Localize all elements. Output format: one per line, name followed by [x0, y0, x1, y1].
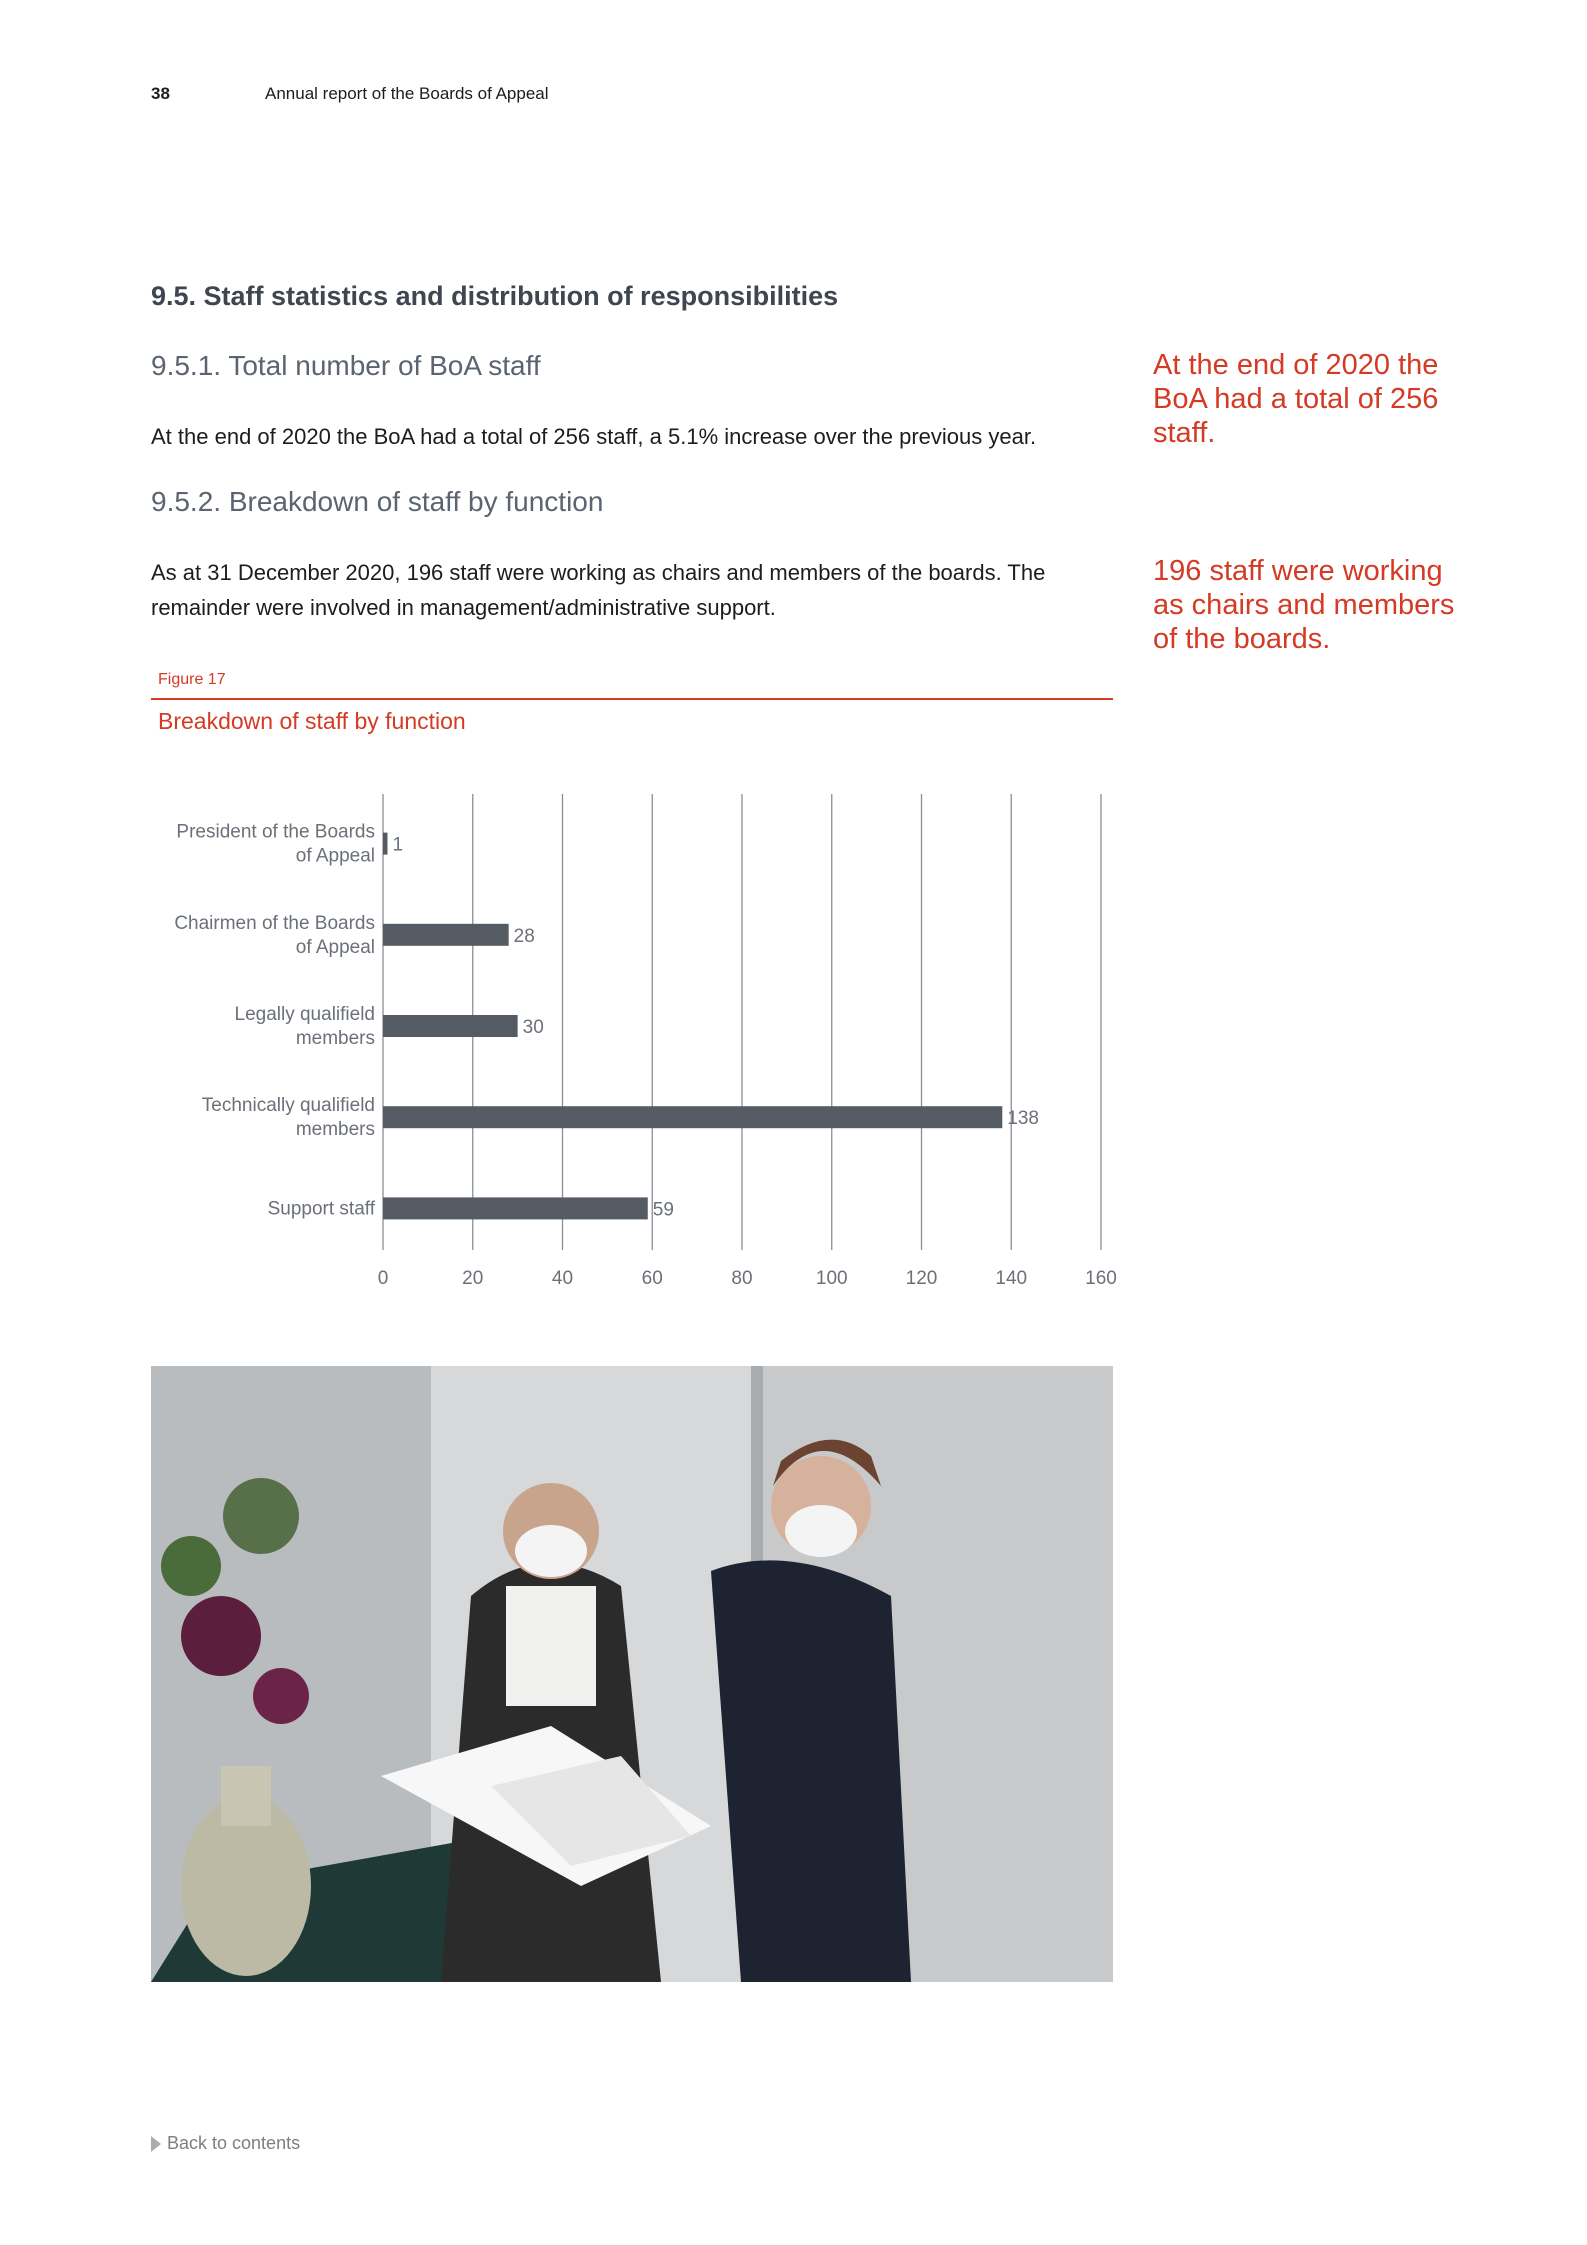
category-label: Legally qualifield members — [234, 1004, 375, 1049]
x-tick-label: 0 — [377, 1268, 389, 1289]
category-label: Chairmen of the Boards of Appeal — [174, 912, 375, 958]
running-title: Annual report of the Boards of Appeal — [265, 84, 549, 103]
bar-4 — [383, 1197, 648, 1219]
x-tick-label: 140 — [995, 1268, 1028, 1289]
category-label: President of the Boards of Appeal — [176, 821, 375, 867]
sidebar-quote-members: 196 staff were working as chairs and members of the boards. — [1153, 555, 1455, 655]
x-tick-label: 100 — [815, 1268, 848, 1289]
bar-value-label: 30 — [522, 1017, 544, 1038]
sidebar-quote-total: At the end of 2020 the BoA had a total of 256 staff. — [1153, 349, 1439, 449]
section-heading: 9.5. Staff statistics and distribution of responsibilities — [151, 281, 839, 311]
paragraph-total-staff: At the end of 2020 the BoA had a total of 256 staff, a 5.1% increase over the previous year. — [151, 424, 1037, 449]
bar-value-label: 138 — [1007, 1108, 1039, 1130]
paragraph-breakdown: As at 31 December 2020, 196 staff were working as chairs and members of the boards. The remainder were involved in management/administrative support. — [151, 560, 1046, 620]
figure-title: Breakdown of staff by function — [158, 708, 466, 734]
triangle-right-icon — [151, 2136, 161, 2152]
bar-3 — [383, 1106, 1002, 1128]
x-tick-label: 20 — [462, 1268, 484, 1289]
x-tick-label: 40 — [551, 1268, 574, 1289]
photo-staff-reviewing-document — [151, 1366, 1113, 1982]
page-number: 38 — [151, 84, 170, 103]
subsection-heading-total-staff: 9.5.1. Total number of BoA staff — [151, 350, 541, 381]
bar-value-label: 28 — [513, 925, 535, 947]
x-tick-label: 80 — [731, 1268, 753, 1289]
back-to-contents-label: Back to contents — [167, 2133, 301, 2153]
bar-value-label: 59 — [652, 1199, 674, 1221]
bar-value-label: 1 — [392, 834, 404, 856]
staff-bar-chart — [151, 780, 1117, 1300]
x-tick-label: 120 — [905, 1268, 938, 1289]
bar-0 — [383, 833, 387, 855]
x-tick-label: 60 — [641, 1268, 663, 1289]
bar-2 — [383, 1015, 518, 1037]
figure-divider — [151, 698, 1113, 700]
subsection-heading-breakdown: 9.5.2. Breakdown of staff by function — [151, 486, 604, 517]
category-label: Technically qualifield members — [201, 1095, 375, 1141]
bar-1 — [383, 924, 509, 946]
figure-label: Figure 17 — [158, 671, 226, 688]
category-label: Support staff — [267, 1198, 375, 1220]
x-tick-label: 160 — [1085, 1268, 1117, 1289]
back-to-contents-link[interactable] — [151, 2133, 300, 2154]
